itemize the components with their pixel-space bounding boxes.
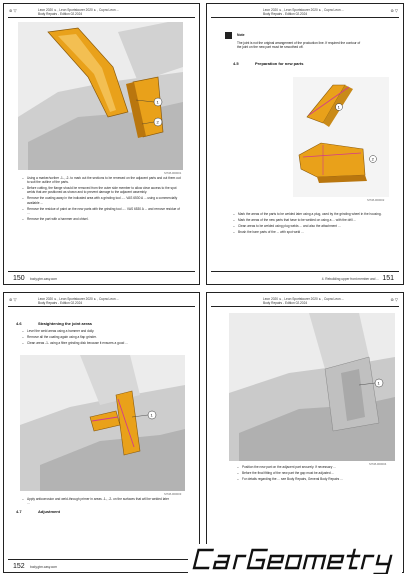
- figure-new-parts: [293, 77, 389, 197]
- svg-text:2: 2: [371, 156, 374, 162]
- svg-text:1: 1: [337, 104, 340, 110]
- manual-page-152: [3, 292, 200, 573]
- new-parts-illustration: [293, 77, 389, 197]
- figure-code: S7N8-000003: [164, 492, 182, 496]
- page-number: 151: [382, 275, 394, 282]
- list-item: – Before the final fitting of the new part the gap must be adjusted ...: [237, 471, 387, 475]
- section-heading: 4.5 Preparation for new parts: [233, 61, 304, 66]
- footer-text: body.gtm.casy.com: [30, 277, 57, 281]
- list-item: – Mark the areas of the parts to be welded later using a plug, used by the grinding wheel in the housing.: [233, 212, 383, 216]
- header-rule: [211, 17, 399, 18]
- note-title: Note: [237, 33, 245, 37]
- figure-fitting: [229, 313, 395, 461]
- instruction-list: [22, 497, 172, 507]
- body-parts-illustration: [18, 22, 183, 170]
- header-rule: [211, 306, 399, 307]
- list-item: – Level the weld areas using a hammer and dolly.: [22, 329, 172, 333]
- manual-page-151: [206, 3, 404, 285]
- list-item: – Apply anticorrosion and weld-through primer in areas -1-, -2- on the surfaces that will be welded later ...: [22, 497, 172, 506]
- page-header: Leon 2020 ➤ , Leon Sportstourer 2020 ➤ , Cupra Leon ... Body Repairs - Edition 02.2024: [38, 297, 120, 305]
- page-number: 150: [13, 275, 25, 282]
- list-item: – For details regarding the ... see Body Repairs, General Body Repairs ...: [237, 477, 387, 481]
- header-rule: [8, 306, 195, 307]
- list-item: – Before cutting, the flange should be removed from the outer side member to allow clear access to the spot welds that are positioned as shown and to prevent damage to the adjacent assembly.: [22, 186, 182, 195]
- footer-rule: [211, 271, 399, 272]
- list-item: – Clean areas -1- using a fibre grinding disk because it ensures a good ...: [22, 341, 172, 345]
- list-item: – Mark the areas of the new parts that have to be welded on using a ... with the drill ...: [233, 218, 383, 222]
- instruction-list: [237, 465, 387, 483]
- footer-text: 4. Rebuilding upper front member and ...: [321, 277, 379, 281]
- list-item: – Remove the part with a hammer and chisel.: [22, 217, 182, 221]
- section-heading: 4.6 Straightening the joint areas: [16, 321, 93, 326]
- manual-page-150: [3, 3, 200, 285]
- figure-code: S7N8-000004: [369, 462, 387, 466]
- instruction-list: [22, 176, 182, 223]
- note-icon: [225, 32, 232, 39]
- note-text: The joint is not the original arrangement of the production line. If required the contour of the joint on the new part must be smoothed off.: [237, 41, 361, 50]
- joint-areas-illustration: [20, 355, 185, 491]
- page-number: 152: [13, 563, 25, 570]
- list-item: – Remove all the coating again using a flap grinder.: [22, 335, 172, 339]
- subsection-heading: 4.7 Adjustment: [16, 509, 60, 514]
- figure-code: S7N8-000002: [367, 198, 385, 202]
- svg-text:1: 1: [156, 99, 159, 105]
- cargeometry-logo: [188, 544, 402, 574]
- header-rule: [8, 17, 195, 18]
- instruction-list: [233, 212, 383, 236]
- fitting-illustration: [229, 313, 395, 461]
- svg-text:1: 1: [377, 380, 380, 386]
- manual-page-153: [206, 292, 404, 573]
- page-header: Leon 2020 ➤ , Leon Sportstourer 2020 ➤ , Cupra Leon ... Body Repairs - Edition 02.2024: [263, 8, 345, 16]
- list-item: – Using a marker/scriber -1-, -2- to mark out the sections to be renewed on the adjacent parts and cut them out to suit the outline of the parts.: [22, 176, 182, 185]
- footer-text: body.gtm.casy.com: [30, 565, 57, 569]
- seat-cupra-logo-icon: ⊜ ▽: [390, 297, 398, 302]
- svg-text:1: 1: [150, 412, 153, 418]
- seat-cupra-logo-icon: ⊜ ▽: [9, 297, 17, 302]
- list-item: – Position the new part on the adjacent part securely. If necessary ...: [237, 465, 387, 469]
- list-item: – Remove the residue of paint on the new parts with the grinding tool -... VAS 6530 A ... and remove residue of ...: [22, 207, 182, 216]
- seat-cupra-logo-icon: ⊜ ▽: [9, 8, 17, 13]
- figure-joint-areas: [20, 355, 185, 491]
- list-item: – Remove the coating away in the indicated area with a grinding tool -... VAS 6530 A ... using a commercially available ...: [22, 196, 182, 205]
- list-item: – Clean areas to be welded using plug welds ... and also the attachment ...: [233, 224, 383, 228]
- page-header: Leon 2020 ➤ , Leon Sportstourer 2020 ➤ , Cupra Leon ... Body Repairs - Edition 02.2024: [38, 8, 120, 16]
- figure-code: S7N8-000001: [164, 171, 182, 175]
- footer-rule: [8, 559, 195, 560]
- footer-rule: [8, 271, 195, 272]
- instruction-list: [22, 329, 172, 347]
- page-header: Leon 2020 ➤ , Leon Sportstourer 2020 ➤ , Cupra Leon ... Body Repairs - Edition 02.2024: [263, 297, 345, 305]
- seat-cupra-logo-icon: ⊜ ▽: [390, 8, 398, 13]
- list-item: – Brush the bare parts of the ... with spot weld ...: [233, 230, 383, 234]
- svg-text:2: 2: [156, 119, 159, 125]
- figure-front-structure: [18, 22, 183, 170]
